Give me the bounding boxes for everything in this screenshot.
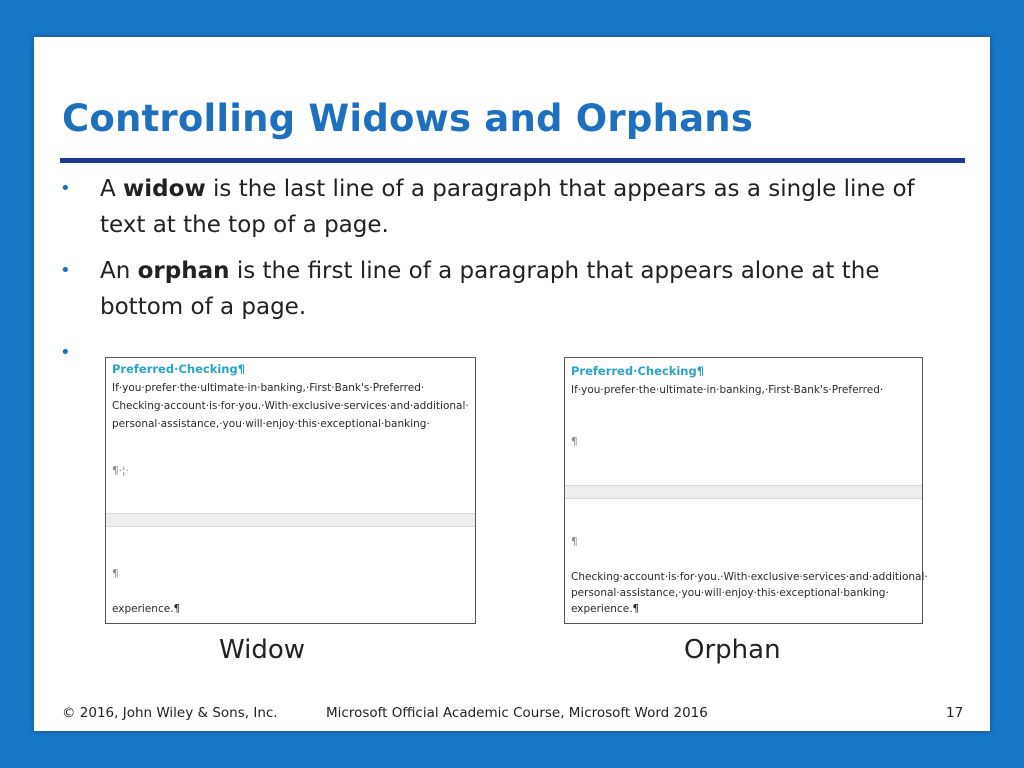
orphan-caption: Orphan bbox=[684, 635, 781, 665]
bullet-orphan-definition bbox=[60, 253, 960, 325]
footer-course: Microsoft Official Academic Course, Microsoft Word 2016 bbox=[326, 705, 708, 721]
orphan-doc-mark: ¶ bbox=[571, 536, 578, 548]
bullet-text-pre: A bbox=[100, 176, 124, 202]
bullet-term-widow: widow bbox=[123, 176, 206, 202]
widow-example-document bbox=[105, 357, 476, 624]
slide-title: Controlling Widows and Orphans bbox=[62, 97, 754, 140]
bullet-widow-definition bbox=[60, 171, 960, 243]
slide bbox=[34, 37, 990, 731]
widow-doc-line: personal·assistance,·you·will·enjoy·this·exceptional·banking· bbox=[112, 418, 430, 430]
widow-doc-mark: ¶·¦· bbox=[112, 465, 129, 477]
widow-doc-mark: ¶ bbox=[112, 568, 119, 580]
orphan-page-break bbox=[565, 485, 922, 499]
bullet-dot-icon: • bbox=[60, 342, 71, 363]
bullet-text-post: is the last line of a paragraph that appears as a single line of text at the top of a page. bbox=[100, 176, 915, 238]
widow-doc-last-line: experience.¶ bbox=[112, 603, 181, 615]
bullet-list bbox=[60, 171, 960, 381]
orphan-doc-mark: ¶ bbox=[571, 436, 578, 448]
bullet-dot-icon: • bbox=[60, 260, 71, 281]
bullet-dot-icon: • bbox=[60, 178, 71, 199]
orphan-example-document bbox=[564, 357, 928, 624]
bullet-term-orphan: orphan bbox=[137, 258, 230, 284]
orphan-doc-line: If·you·prefer·the·ultimate·in·banking,·First·Bank's·Preferred· bbox=[571, 384, 884, 396]
widow-page-break bbox=[106, 513, 475, 527]
bullet-text-post: is the first line of a paragraph that appears alone at the bottom of a page. bbox=[100, 258, 880, 320]
orphan-doc-line: Checking·account·is·for·you.·With·exclusive·services·and·additional· bbox=[571, 571, 928, 583]
orphan-doc-line: experience.¶ bbox=[571, 603, 640, 615]
footer-page-number: 17 bbox=[946, 705, 964, 721]
widow-doc-heading: Preferred·Checking¶ bbox=[112, 362, 246, 376]
widow-doc-line: Checking·account·is·for·you.·With·exclusive·services·and·additional· bbox=[112, 400, 469, 412]
bullet-text-pre: An bbox=[100, 258, 138, 284]
footer-copyright: © 2016, John Wiley & Sons, Inc. bbox=[62, 705, 278, 721]
title-underline bbox=[60, 158, 965, 163]
widow-doc-line: If·you·prefer·the·ultimate·in·banking,·First·Bank's·Preferred· bbox=[112, 382, 425, 394]
widow-caption: Widow bbox=[219, 635, 306, 665]
orphan-doc-line: personal·assistance,·you·will·enjoy·this·exceptional·banking· bbox=[571, 587, 889, 599]
orphan-doc-heading: Preferred·Checking¶ bbox=[571, 364, 705, 378]
